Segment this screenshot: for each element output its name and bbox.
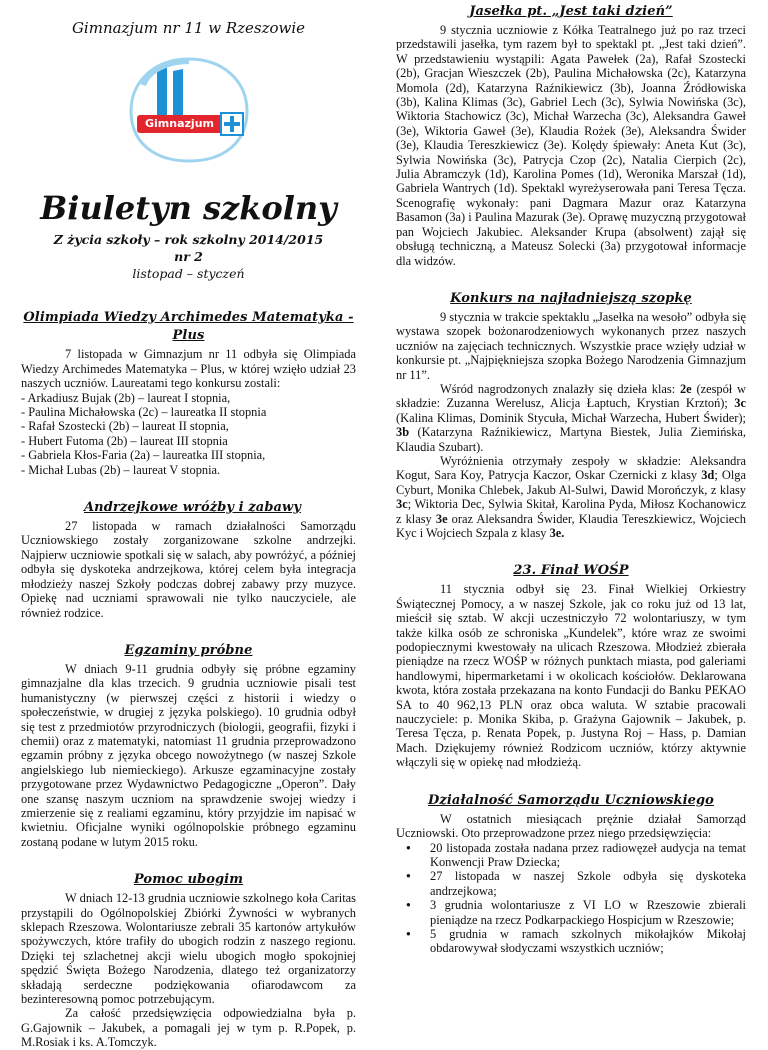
school-logo [119,55,259,165]
logo-label: Gimnazjum [145,117,214,131]
szopka-winners [396,382,746,454]
list-item: - Michał Lubas (2b) – laureat V stopnia. [21,462,221,477]
class-label: 3c [396,497,408,512]
section-title-olimpiada: Olimpiada Wiedzy Archimedes Matematyka - Plus [23,310,354,344]
egzaminy-text: W dniach 9-11 grudnia odbyły się próbne egzaminy gimnazjalne dla klas trzecich. 9 grudnia uczniowie pisali test humanistyczny (w pierwszej części z historii i wiedzy o społeczeństwie, w drugiej z języka polskiego). 10 grudnia odbył się test z przedmiotów przyrodniczych (biologii, geografii, fizyki i chemii) oraz z matematyki, natomiast 11 grudnia przeprowadzono egzamin próbny z języka obcego nowożytnego (w naszej Szkole angielskiego lub niemieckiego). Arkusze egzaminacyjne zostały przygotowane przez Wydawnictwo Pedagogiczne „Operon”. Dały one szansę naszym uczniom na sprawdzenie swojej wiedzy i zmierzenie się z realiami egzaminu, który przyjdzie im napisać w kwietniu. Oficjalne wyniki ogólnopolskie próbnego egzaminu zostaną podane w lutym 2015 roku. [21,661,356,849]
class-label: 3d [701,468,715,483]
pomoc-text: W dniach 12-13 grudnia uczniowie szkolnego koła Caritas przystąpili do Ogólnopolskiej Zbiórki Żywności w wybranych sklepach Rzeszowa. Wolontariusze zebrali 35 kartonów artykułów spożywczych, które trafiły do ubogich rodzin z naszego regionu. Dzięki tej szlachetnej akcji wielu ubogich mogło spokojniej spędzić Święta Bożego Narodzenia, dlatego też organizatorzy składają serdeczne podziękowania ofiarodawcom za bezinteresowną pomoc potrzebującym. [21,891,356,1007]
list-item: ● 20 listopada została nadana przez radiowęzeł audycja na temat Konwencji Praw Dziecka; [430,841,746,870]
wosp-text: 11 stycznia odbył się 23. Finał Wielkiej Orkiestry Świątecznej Pomocy, a w naszej Szkole, jak co roku już od 13 lat, mieścił się sztab. W akcji uczestniczyło 72 wolontariuszy, w tym także kilka osób ze schroniska „Kundelek”, które wraz ze swoimi podopiecznymi kwestowały na ulicach Rzeszowa. Młodzież zbierała pieniądze na rzecz WOŚP w różnych punktach miasta, pod galeriami handlowymi, hipermarketami i w okolicach kościołów. Deklarowana kwota, która została przekazana na konto Fundacji do Banku PEKAO SA to 40 962,13 PLN oraz obca waluta. W sztabie pracowali nauczyciele: p. Monika Skiba, p. Grażyna Gajownik – Jakubek, p. Teresa Tęcza, p. Renata Popek, p. Justyna Roj – Hass, p. Damian Mach. Dziękujemy również Rodzicom uczniów, którzy aktywnie włączyli się w opiekę nad młodzieżą. [396,582,746,770]
text-span: Wyróżnienia otrzymały zespoły w składzie: Aleksandra Kogut, Sara Koy, Patrycja Kaczor, Oskar Czernicki z klasy [396,453,746,483]
school-name: Gimnazjum nr 11 w Rzeszowie [71,19,306,37]
szopka-distinctions [396,454,746,540]
section-title-wosp: 23. Finał WOŚP [513,563,629,579]
bulletin-title: Biuletyn szkolny [40,189,337,228]
class-label: 3c [734,396,746,411]
bulletin-subtitle: Z życia szkoły – rok szkolny 2014/2015 [53,232,324,248]
text-span: ; Olga Cyburt, Monika Chlebek, Jakub Al-Sulwi, Dawid Morończyk, z klasy [396,468,746,497]
logo-number [119,55,120,56]
class-label: 3b [396,425,410,440]
list-item: - Rafał Szostecki (2b) – laureat II stopnia, [21,419,229,434]
class-label: 2e [679,381,692,396]
text-span: Wśród nagrodzonych znalazły się dzieła klas: [440,381,676,396]
class-label: 3e. [549,526,565,540]
section-title-samorzad: Działalność Samorządu Uczniowskiego [428,792,714,808]
samorzad-intro: W ostatnich miesiącach prężnie działał Samorząd Uczniowski. Oto przeprowadzone przez niego przedsięwzięcia: [396,811,746,841]
list-item: - Hubert Futoma (2b) – laureat III stopnia [21,433,228,448]
right-column [396,0,746,956]
text-span: (Kalina Klimas, Dominik Stycuła, Michał Warzecha, Hubert Świder); [396,410,746,425]
text-span: ; Wiktoria Dec, Sylwia Skitał, Karolina Pyda, Miłosz Kochanowicz z klasy [396,497,746,526]
olimpiada-text: 7 listopada w Gimnazjum nr 11 odbyła się Olimpiada Wiedzy Archimedes Matematyka – Plus, w której wzięło udział 23 naszych uczniów. Laureatami tego konkursu zostali: [21,347,356,391]
logo-graphic [119,55,259,165]
list-item: - Paulina Michałowska (2c) – laureatka II stopnia [21,405,267,420]
list-item: - Gabriela Kłos-Faria (2a) – laureatka III stopnia, [21,448,266,463]
section-title-andrzejki: Andrzejkowe wróżby i zabawy [84,500,301,516]
list-item: ● 3 grudnia wolontariusze z VI LO w Rzeszowie zbierali pieniądze na rzecz Podkarpackiego Hospicjum w Rzeszowie; [430,898,746,927]
section-title-pomoc: Pomoc ubogim [133,872,244,888]
list-item: ● 27 listopada w naszej Szkole odbyła się dyskoteka andrzejkowa; [430,869,746,898]
section-title-egzaminy: Egzaminy próbne [124,642,253,658]
text-span: (Katarzyna Raźnikiewicz, Martyna Biestek, Julia Ziemińska, Klaudia Szubart). [396,425,746,454]
section-title-jaselka: Jasełka pt. „Jest taki dzień” [469,4,673,19]
issue-number: nr 2 [174,249,203,265]
list-item: - Arkadiusz Bujak (2b) – laureat I stopnia, [21,390,231,405]
text-span: (zespół w składzie: Zuzanna Werelusz, Alicja Łaptuch, Krystian Krztoń); [396,381,746,411]
samorzad-list [396,841,746,956]
andrzejki-text: 27 listopada w ramach działalności Samorządu Uczniowskiego zostały zorganizowane szkolne andrzejki. Najpierw uczniowie spotkali się w salach, aby powróżyć, a później odbyła się dyskoteka andrzejkowa, której celem była integracja młodzieży naszej Szkoły podczas dobrej zabawy przy muzyce. Opiekę nad uczniami sprawowali nie tylko nauczyciele, ale również rodzice. [21,519,356,620]
class-label: 3e [435,511,448,526]
pomoc-text-2: Za całość przedsięwzięcia odpowiedzialna była p. G.Gajownik – Jakubek, a pomagali jej w tym p. R.Popek, p. M.Rosiak i ks. A.Tomczyk. [21,1006,356,1050]
left-column [21,0,356,1050]
szopka-text: 9 stycznia w trakcie spektaklu „Jasełka na wesoło” odbyła się wystawa szopek bożonarodzeniowych wykonanych przez naszych uczniów na zajęciach technicznych. Wszystkie prace wzięły udział w konkursie pt. „Najpiękniejsza szopka Bożego Narodzenia Gimnazjum nr 11”. [396,309,746,382]
issue-period: listopad – styczeń [132,266,245,282]
text-span: oraz Aleksandra Świder, Klaudia Tereszkiewicz, Wojciech Kyc i Wojciech Szpala z klasy [396,511,746,540]
section-title-szopka: Konkurs na najładniejszą szopkę [450,290,692,306]
jaselka-text: 9 stycznia uczniowie z Kółka Teatralnego już po raz trzeci przedstawili jasełka, tym razem był to spektakl pt. „Jest taki dzień”. W przedstawieniu wystąpili: Agata Pawełek (2a), Rafał Szostecki (2b), Gracjan Wieszczek (2b), Paulina Michałowska (2c), Katarzyna Momola (2d), Katarzyna Raźnikiewicz (3b), Joanna Źródłowiska (3b), Kalina Klimas (3c), Gabriel Lech (3c), Sylwia Nowińska (3c), Wiktoria Stachowicz (3c), Michał Warzecha (3c), Aleksandra Gaweł (3e), Wiktoria Gaweł (3e), Klaudia Rożek (3e), Aleksandra Świder (3e), Klaudia Tereszkiewicz (3e). Kolędy śpiewały: Aneta Kut (3c), Sylwia Nowińska (3c), Patrycja Czop (2c), Natalia Cierpich (2c), Julia Abramczyk (1d), Karolina Pomes (1d), Weronika Marszał (1d), Gabriela Wantrych (1d). Spektakl wyreżyserowała pani Teresa Tęcza. Scenografię wykonały: pani Dagmara Mazur oraz Katarzyna Basamon (3a) i Paulina Mazurak (3e). Oprawę muzyczną przygotował pan Wojciech Jakubiec. Aleksander Krupa (absolwent) zajął się obsługą techniczną, a Mateusz Solecki (3a) przygotował informacje dla widzów. [396,23,746,268]
list-item: ● 5 grudnia w ramach szkolnych mikołajków Mikołaj obdarowywał słodyczami wszystkich uczniów; [430,927,746,956]
laureates-list [21,391,356,477]
